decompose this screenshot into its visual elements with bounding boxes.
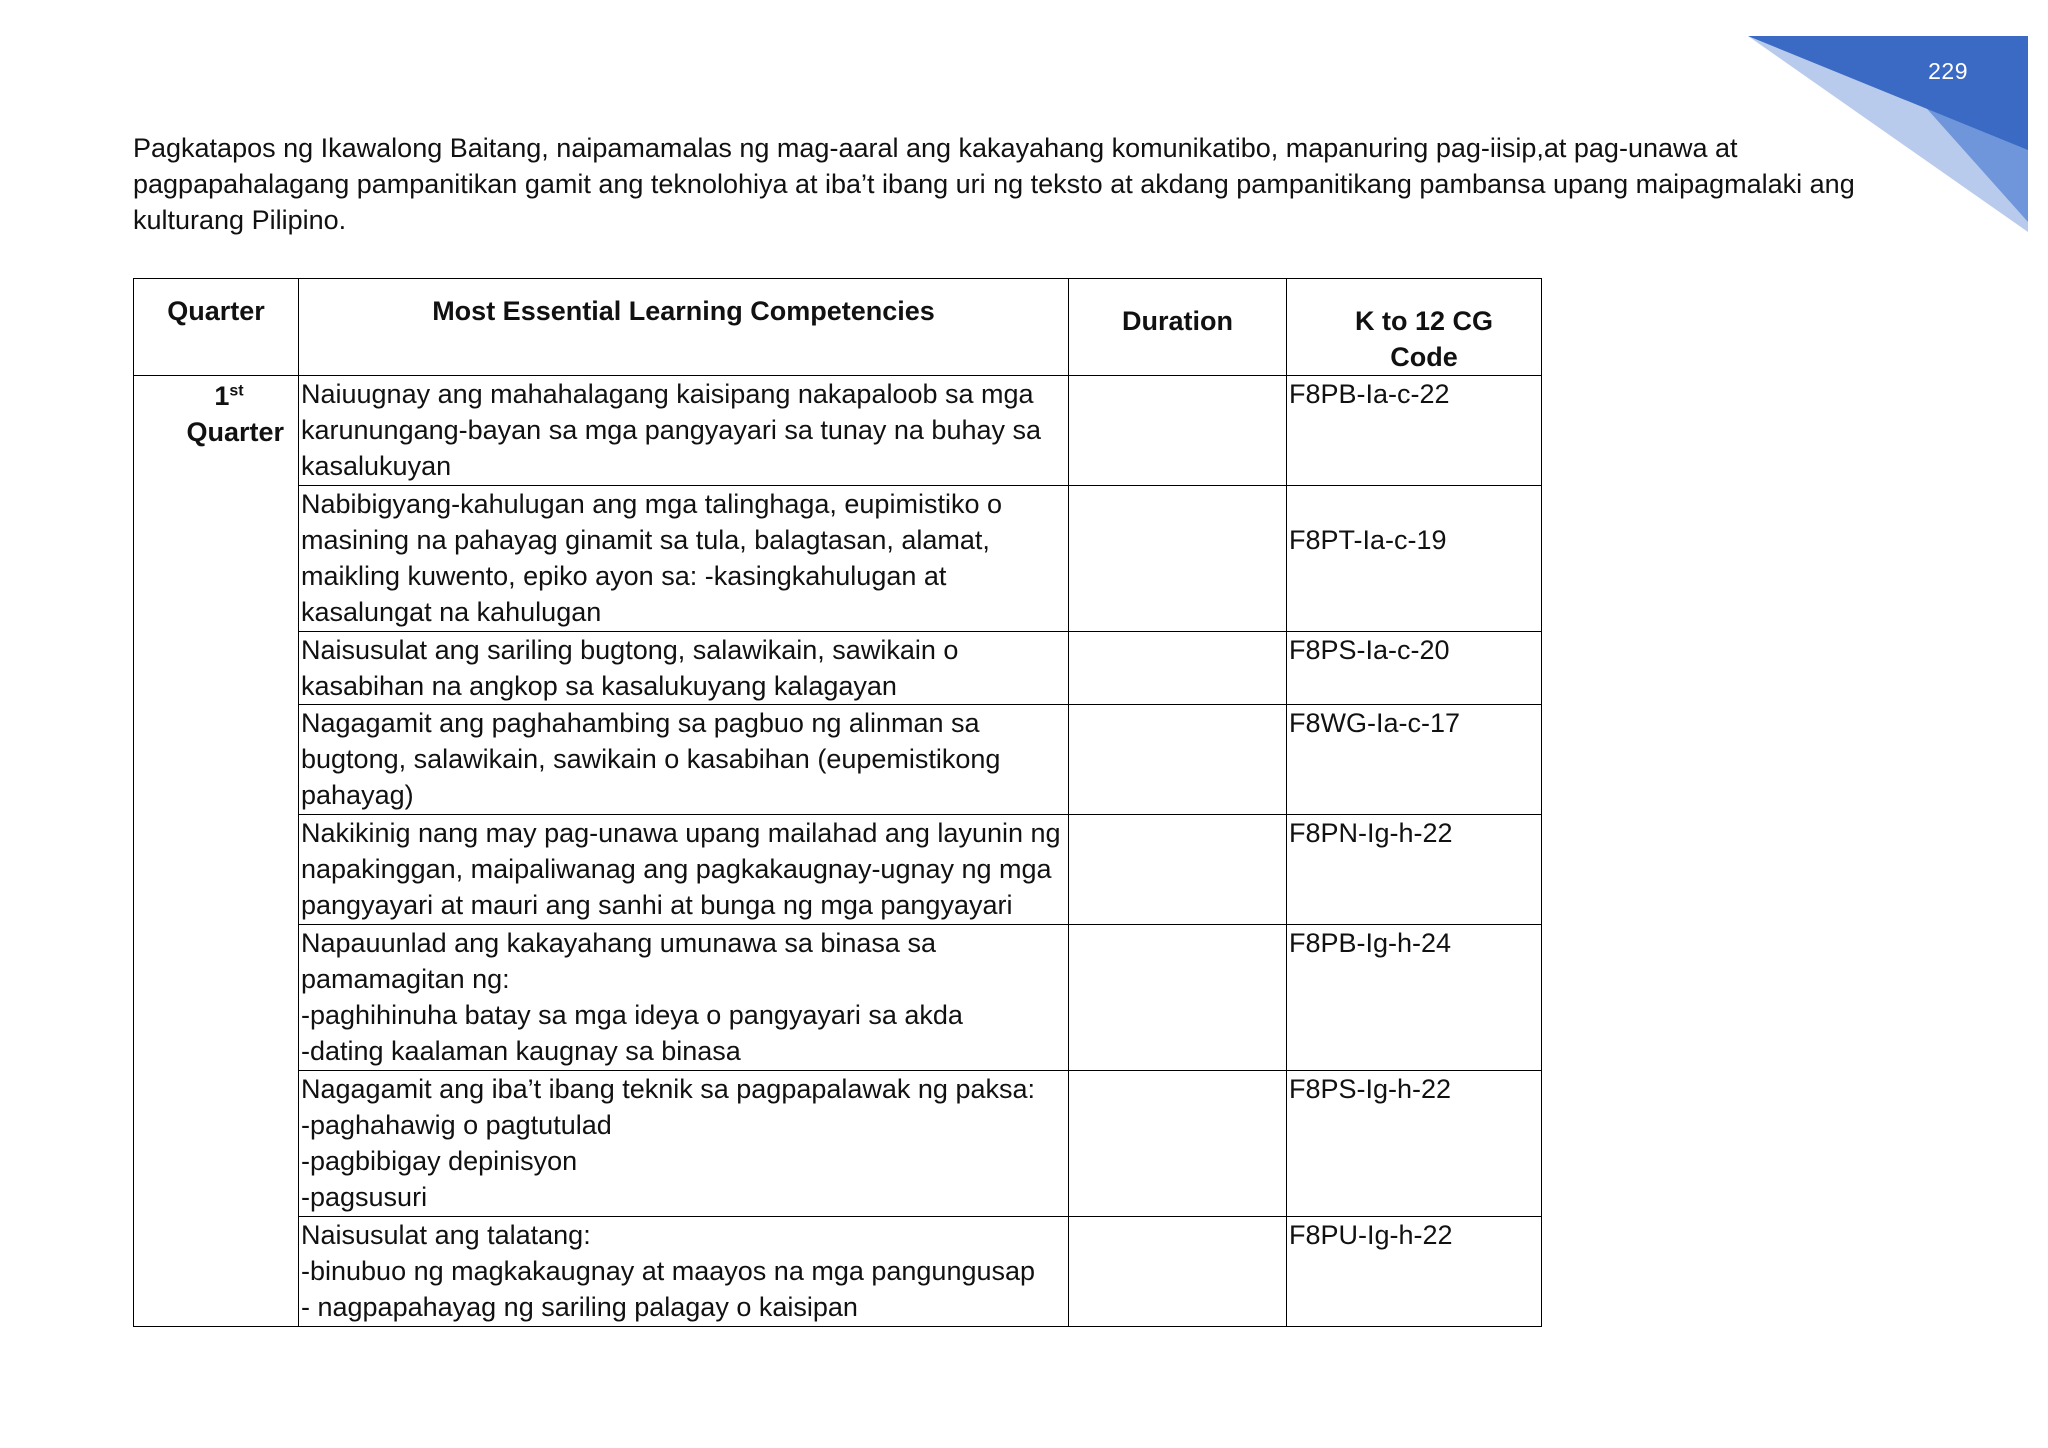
duration-cell [1069, 815, 1287, 925]
intro-paragraph: Pagkatapos ng Ikawalong Baitang, naipamamalas ng mag-aaral ang kakayahang komunikatibo, mapanuring pag-iisip,at pag-unawa at pagpapahalagang pampanitikan gamit ang teknolohiya at iba’t ibang uri ng teksto at akdang pampanitikang pambansa upang maipagmalaki ang kulturang Pilipino. [133, 133, 1855, 235]
header-quarter: Quarter [134, 279, 299, 376]
table-row [134, 1217, 1542, 1327]
duration-cell [1069, 705, 1287, 815]
competency-cell: Naisusulat ang talatang: -binubuo ng magkakaugnay at maayos na mga pangungusap - nagpapahayag ng sariling palagay o kaisipan [299, 1217, 1069, 1327]
code-cell: F8WG-Ia-c-17 [1287, 705, 1542, 815]
quarter-cell [134, 376, 299, 1327]
code-cell: F8PB-Ig-h-24 [1287, 925, 1542, 1071]
quarter-ordinal: 1st [214, 381, 244, 411]
table-header-row [134, 279, 1542, 376]
competency-cell: Naiuugnay ang mahahalagang kaisipang nakapaloob sa mga karunungang-bayan sa mga pangyayari sa tunay na buhay sa kasalukuyan [299, 376, 1069, 486]
competency-cell: Nagagamit ang paghahambing sa pagbuo ng alinman sa bugtong, salawikain, sawikain o kasabihan (eupemistikong pahayag) [299, 705, 1069, 815]
code-cell: F8PS-Ia-c-20 [1287, 632, 1542, 705]
code-cell: F8PB-Ia-c-22 [1287, 376, 1542, 486]
page-number: 229 [1928, 58, 1968, 84]
competency-cell: Nakikinig nang may pag-unawa upang mailahad ang layunin ng napakinggan, maipaliwanag ang pagkakaugnay-ugnay ng mga pangyayari at mauri ang sanhi at bunga ng mga pangyayari [299, 815, 1069, 925]
table-row [134, 1071, 1542, 1217]
duration-cell [1069, 376, 1287, 486]
duration-cell [1069, 486, 1287, 632]
quarter-suffix: st [229, 382, 244, 400]
table-row [134, 632, 1542, 705]
table-row [134, 925, 1542, 1071]
header-competencies: Most Essential Learning Competencies [299, 279, 1069, 376]
table-row [134, 486, 1542, 632]
competency-table [133, 278, 1542, 1327]
duration-cell [1069, 1217, 1287, 1327]
competency-cell: Napauunlad ang kakayahang umunawa sa binasa sa pamamagitan ng: -paghihinuha batay sa mga ideya o pangyayari sa akda -dating kaalaman kaugnay sa binasa [299, 925, 1069, 1071]
competency-cell: Nabibigyang-kahulugan ang mga talinghaga, eupimistiko o masining na pahayag ginamit sa tula, balagtasan, alamat, maikling kuwento, epiko ayon sa: -kasingkahulugan at kasalungat na kahulugan [299, 486, 1069, 632]
duration-cell [1069, 925, 1287, 1071]
quarter-label: Quarter [186, 417, 284, 447]
header-duration: Duration [1069, 279, 1287, 376]
table-row [134, 376, 1542, 486]
code-cell: F8PT-Ia-c-19 [1287, 486, 1542, 632]
duration-cell [1069, 1071, 1287, 1217]
competency-cell: Nagagamit ang iba’t ibang teknik sa pagpapalawak ng paksa: -paghahawig o pagtutulad -pagbibigay depinisyon -pagsusuri [299, 1071, 1069, 1217]
code-cell: F8PU-Ig-h-22 [1287, 1217, 1542, 1327]
table-row [134, 815, 1542, 925]
competency-cell: Naisusulat ang sariling bugtong, salawikain, sawikain o kasabihan na angkop sa kasalukuyang kalagayan [299, 632, 1069, 705]
code-cell: F8PS-Ig-h-22 [1287, 1071, 1542, 1217]
table-row [134, 705, 1542, 815]
duration-cell [1069, 632, 1287, 705]
header-code: K to 12 CG Code [1287, 279, 1542, 376]
code-cell: F8PN-Ig-h-22 [1287, 815, 1542, 925]
